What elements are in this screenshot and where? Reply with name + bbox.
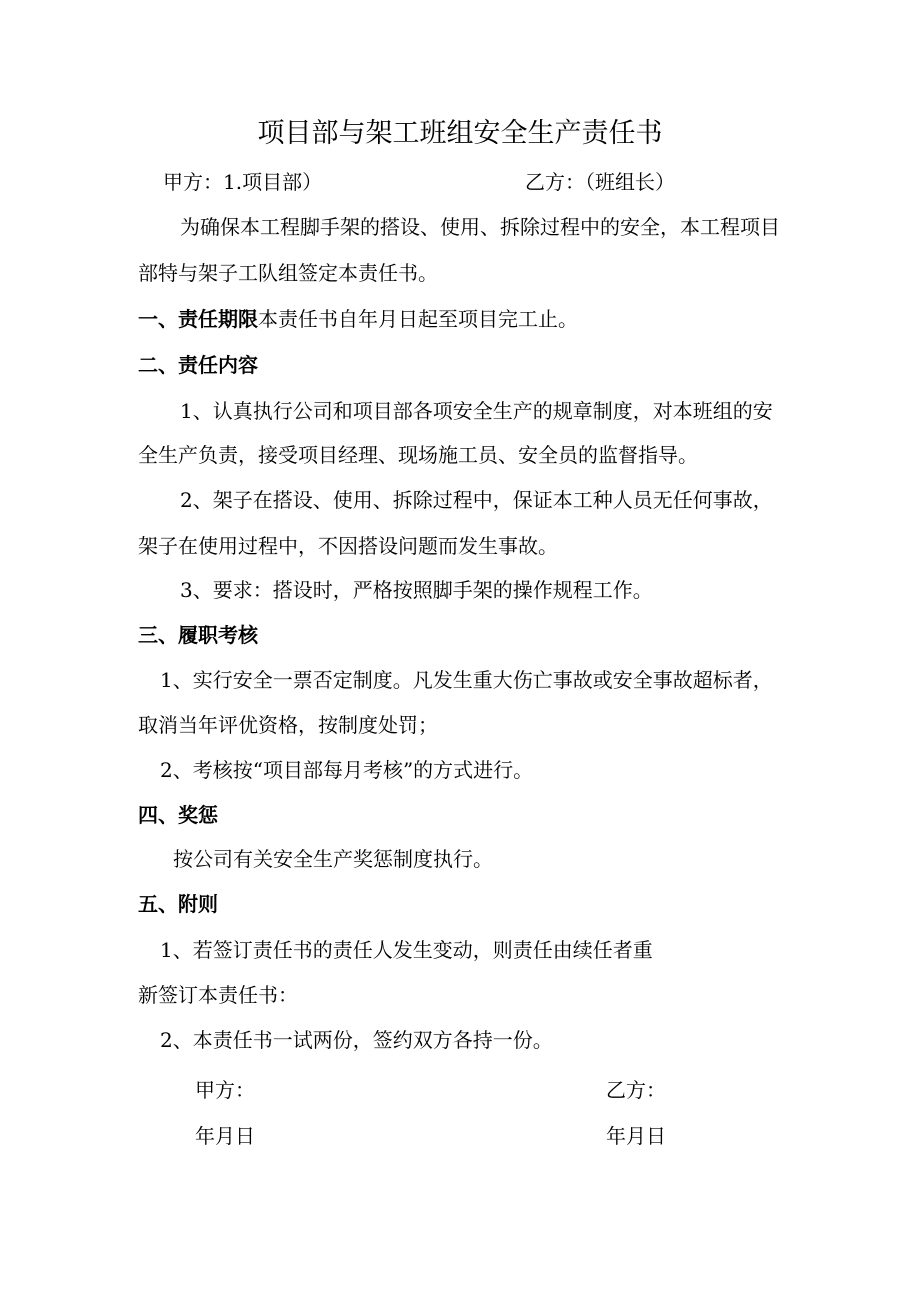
section-5-item-2: 2、本责任书一试两份，签约双方各持一份。 [160, 1028, 553, 1052]
intro-line-1: 为确保本工程脚手架的搭设、使用、拆除过程中的安全，本工程项目 [180, 215, 780, 239]
section-2-item-1-line-1: 1、认真执行公司和项目部各项安全生产的规章制度，对本班组的安 [180, 399, 773, 423]
signature-party-a-label: 甲方： [195, 1078, 255, 1102]
section-2-item-1-line-2: 全生产负责，接受项目经理、现场施工员、安全员的监督指导。 [138, 443, 698, 467]
section-5-heading: 五、附则 [138, 892, 218, 916]
signature-party-b-label: 乙方： [606, 1078, 666, 1102]
intro-line-2: 部特与架子工队组签定本责任书。 [138, 261, 438, 285]
section-3-item-1-line-2: 取消当年评优资格，按制度处罚； [138, 713, 438, 737]
section-2-item-2-line-1: 2、架子在搭设、使用、拆除过程中，保证本工种人员无任何事故， [180, 488, 773, 512]
section-2-item-3: 3、要求：搭设时，严格按照脚手架的操作规程工作。 [180, 578, 653, 602]
section-1-heading: 一、责任期限 [138, 307, 258, 331]
section-1-text: 本责任书自年月日起至项目完工止。 [258, 307, 578, 331]
signature-date-b: 年月日 [606, 1124, 666, 1148]
section-4-heading: 四、奖惩 [138, 803, 218, 827]
signature-date-a: 年月日 [195, 1124, 255, 1148]
section-4-text: 按公司有关安全生产奖惩制度执行。 [173, 847, 493, 871]
section-5-item-1-line-2: 新签订本责任书： [138, 983, 298, 1007]
party-a-header: 甲方：1.项目部） [163, 170, 323, 194]
section-3-heading: 三、履职考核 [138, 623, 258, 647]
section-2-heading: 二、责任内容 [138, 353, 258, 377]
section-3-item-1-line-1: 1、实行安全一票否定制度。凡发生重大伤亡事故或安全事故超标者， [160, 668, 773, 692]
section-5-item-1-line-1: 1、若签订责任书的责任人发生变动，则责任由续任者重 [160, 938, 653, 962]
document-title: 项目部与架工班组安全生产责任书 [257, 118, 663, 149]
section-3-item-2: 2、考核按“项目部每月考核”的方式进行。 [160, 758, 534, 782]
section-1-paragraph [138, 306, 578, 332]
party-b-header: 乙方：（班组长） [525, 170, 675, 194]
section-2-item-2-line-2: 架子在使用过程中，不因搭设问题而发生事故。 [138, 534, 558, 558]
